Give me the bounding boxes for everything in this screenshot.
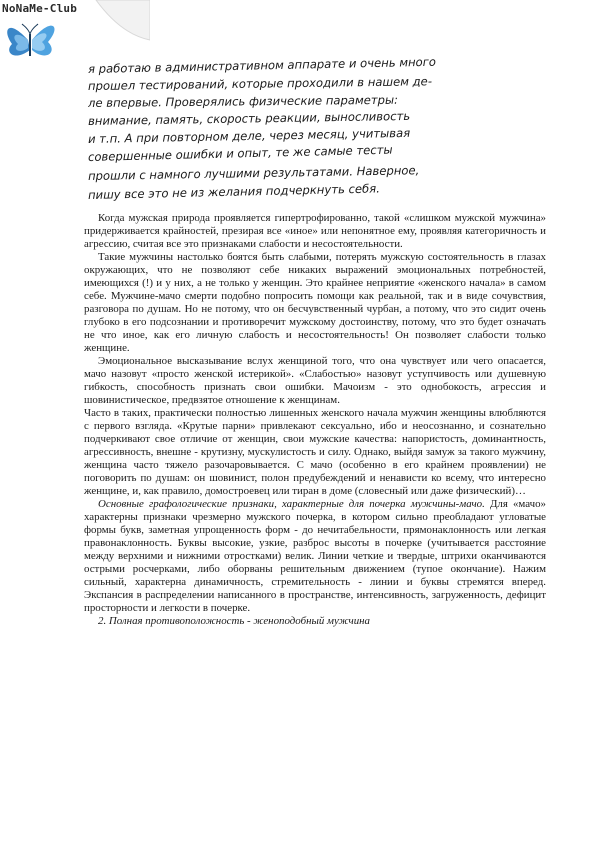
handwritten-line: и т.п. А при повторном деле, через месяц, учитывая xyxy=(87,125,411,146)
article-body xyxy=(84,212,546,628)
handwritten-line: совершенные ошибки и опыт, те же самые тесты xyxy=(87,142,393,164)
handwritten-line: прошли с намного лучшими результатами. Наверное, xyxy=(87,163,420,183)
handwritten-line: прошел тестирований, которые проходили в нашем де- xyxy=(87,74,433,93)
section-heading xyxy=(84,615,546,628)
paragraph: Эмоциональное высказывание вслух женщиной того, что она чувствует или чего опасается, мачо назовут «просто женской истерикой». «Слабостью» назовут уступчивость или душевную гибкость, способность признать свои ошибки. Мачоизм - это однобокость, агрессия и шовинистическое, предвзятое отношение к женщинам. xyxy=(84,355,546,406)
handwritten-line: внимание, память, скорость реакции, выносливость xyxy=(87,108,411,128)
section-heading-text: 2. Полная противоположность - женоподобный мужчина xyxy=(98,615,371,627)
paragraph xyxy=(84,498,546,615)
handwritten-line: ле впервые. Проверялись физические параметры: xyxy=(87,92,399,110)
handwritten-line: пишу все это не из желания подчеркнуть себя. xyxy=(87,181,380,202)
paragraph: Когда мужская природа проявляется гипертрофированно, такой «слишком мужской мужчина» придерживается крайностей, презирая все «иное» или непонятное ему, проявляя категоричность и агрессию, считая все это признаками слабости и несостоятельности. xyxy=(84,212,546,250)
paragraph-text: Для «мачо» характерны признаки чрезмерно мужского почерка, в котором сильно преобладают угловатые формы букв, заметная упрощенность форм - до нечитабельности, прямонаклонность или легкая правонаклонность. Буквы высокие, узкие, разброс высоты в почерке (учитывается расстояние между верхними и нижними отростками) велик. Линии четкие и твердые, штрихи оканчиваются острыми росчерками, либо оборваны решительным движением (тупое окончание). Нажим сильный, характерна динамичность, стремительность - линии и буквы стремятся вперед. Экспансия в распределении написанного в пространстве, интенсивность, загруженность, дефицит просторности и легкости в почерке. xyxy=(84,498,546,614)
paragraph: Такие мужчины настолько боятся быть слабыми, потерять мужскую состоятельность в глазах окружающих, что не позволяют себе никаких выражений эмоциональных потребностей, имеющихся (!) и у них, а не только у женщин. Это крайнее неприятие «женского начала» в самом себе. Мужчине-мачо смерти подобно попросить помощи как реальной, так и в виде сочувствия, разговора по душам. Но не потому, что он бесчувственный чурбан, а потому, что это сидит очень глубоко в его подсознании и противоречит мужскому достоинству, потому, что это будет означать не что иное, как его личную слабость и несостоятельность! Он позволяет слабости только женщине. xyxy=(84,251,546,354)
paragraph: Часто в таких, практически полностью лишенных женского начала мужчин женщины влюбляются с первого взгляда. «Крутые парни» привлекают сексуально, ибо и неосознанно, и сознательно подчеркивают свое отличие от женщин, свои мужские качества: напористость, доминантность, агрессивность, внешне - крутизну, мускулистость и силу. Однако, выйдя замуж за такого мужчину, женщина часто тяжело разочаровывается. С мачо (особенно в его крайнем проявлении) не поговорить по душам: он шовинист, полон предубеждений и ненависти ко всему, что интересно женщине, и, как правило, домостроевец или тиран в доме (словесный или даже физический)… xyxy=(84,407,546,497)
section-heading-italic: Основные графологические признаки, характерные для почерка мужчины-мачо. xyxy=(98,498,485,510)
handwritten-note xyxy=(82,54,552,210)
handwritten-line: я работаю в административном аппарате и очень много xyxy=(87,54,437,76)
watermark-text: NoNaMe-Club xyxy=(2,2,78,15)
